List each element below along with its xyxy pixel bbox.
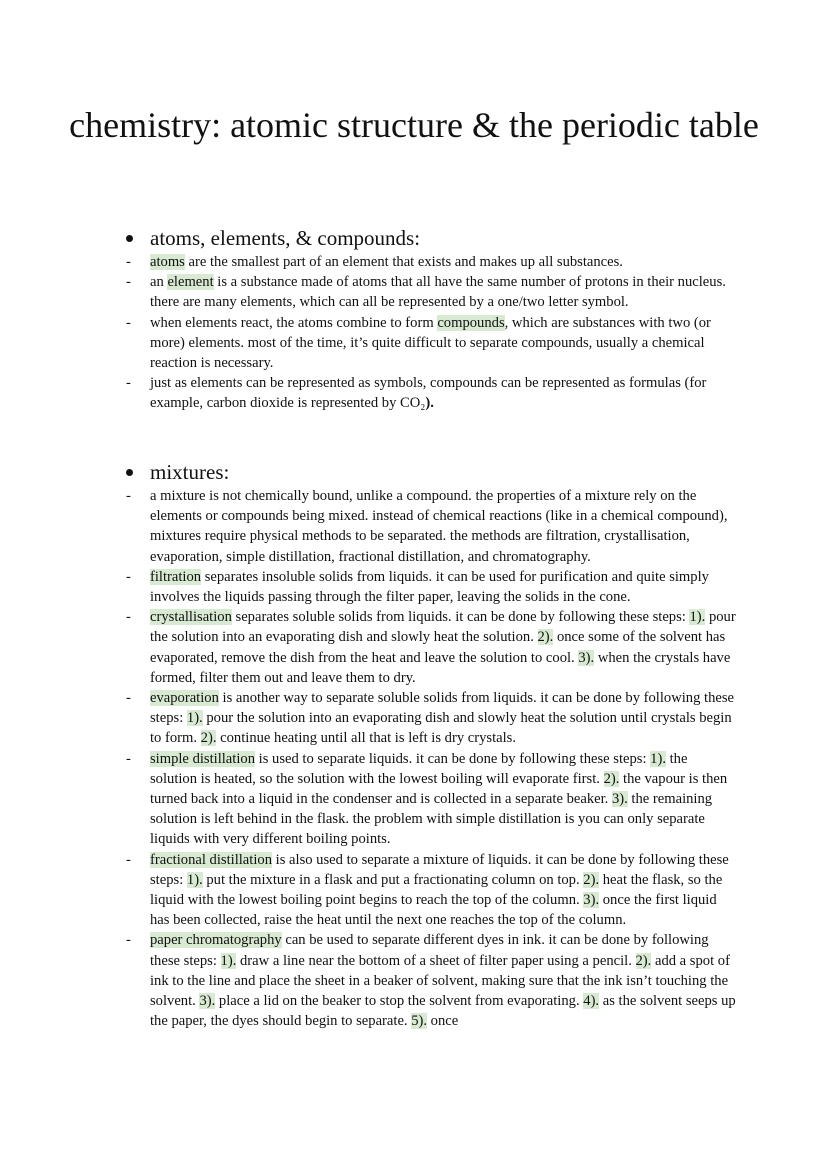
highlighted-term: 1). bbox=[186, 710, 203, 727]
text-run: draw a line near the bottom of a sheet of filter paper using a pencil. bbox=[236, 952, 636, 969]
dash-bullet-icon: - bbox=[126, 932, 131, 949]
highlighted-term: crystallisation bbox=[150, 609, 232, 626]
dash-bullet-icon: - bbox=[126, 274, 131, 291]
highlighted-term: 3). bbox=[583, 892, 600, 909]
bullet-list bbox=[126, 486, 736, 1031]
highlighted-term: evaporation bbox=[150, 690, 219, 707]
dash-bullet-icon: - bbox=[126, 375, 131, 392]
highlighted-term: 3). bbox=[611, 791, 628, 808]
dash-bullet-icon: - bbox=[126, 690, 131, 707]
dash-bullet-icon: - bbox=[126, 851, 131, 868]
list-item bbox=[126, 272, 736, 312]
highlighted-term: 2). bbox=[635, 952, 652, 969]
highlighted-term: 2). bbox=[603, 770, 620, 787]
highlighted-term: 4). bbox=[583, 993, 600, 1010]
text-run: is another way to separate soluble solids from liquids. it can be done by following these steps: bbox=[150, 690, 735, 727]
text-run: when elements react, the atoms combine to form bbox=[150, 314, 438, 331]
text-run: once the first liquid has been collected, raise the heat until the next one reaches the top of the column. bbox=[150, 892, 717, 929]
section-heading bbox=[126, 458, 736, 486]
highlighted-term: element bbox=[167, 274, 214, 291]
dash-bullet-icon: - bbox=[126, 609, 131, 626]
section-heading-text: mixtures: bbox=[150, 459, 230, 484]
text-run: a mixture is not chemically bound, unlike a compound. the properties of a mixture rely on the elements or compounds being mixed. instead of chemical reactions (like in a chemical compound), mixtures require physical methods to be separated. the methods are filtration, crystallisation, evaporation, simple distillation, fractional distillation, and chromatography. bbox=[150, 488, 728, 565]
highlighted-term: 5). bbox=[411, 1013, 428, 1030]
dash-bullet-icon: - bbox=[126, 568, 131, 585]
text-run: pour the solution into an evaporating dish and slowly heat the solution. bbox=[150, 609, 736, 646]
dash-bullet-icon: - bbox=[126, 488, 131, 504]
text-run: place a lid on the beaker to stop the solvent from evaporating. bbox=[215, 993, 584, 1010]
text-run: the solution is heated, so the solution with the lowest boiling will evaporate first. bbox=[150, 750, 688, 787]
highlighted-term: 1). bbox=[689, 609, 706, 626]
highlighted-term: 3). bbox=[578, 649, 595, 666]
text-run: continue heating until all that is left is dry crystals. bbox=[216, 730, 516, 747]
highlighted-term: paper chromatography bbox=[150, 932, 282, 949]
text-run: the remaining solution is left behind in the flask. the problem with simple distillation is you can only separate liquids with very different boiling points. bbox=[150, 791, 713, 848]
text-run: is used to separate liquids. it can be done by following these steps: bbox=[255, 750, 651, 767]
dash-bullet-icon: - bbox=[126, 750, 131, 767]
text-run: ). bbox=[425, 395, 434, 412]
highlighted-term: 1). bbox=[186, 871, 203, 888]
highlighted-term: filtration bbox=[150, 568, 202, 585]
section-heading bbox=[126, 224, 736, 252]
section-heading-text: atoms, elements, & compounds: bbox=[150, 225, 421, 250]
highlighted-term: 1). bbox=[650, 750, 666, 767]
text-run: separates soluble solids from liquids. it can be done by following these steps: bbox=[231, 609, 690, 626]
text-run: can be used to separate different dyes in ink. it can be done by following these steps: bbox=[150, 932, 709, 969]
text-run: put the mixture in a flask and put a fractionating column on top. bbox=[202, 871, 584, 888]
highlighted-term: 2). bbox=[537, 629, 554, 646]
highlighted-term: 2). bbox=[583, 871, 600, 888]
list-item bbox=[126, 373, 736, 413]
highlighted-term: compounds bbox=[437, 314, 505, 331]
dash-bullet-icon: - bbox=[126, 254, 131, 270]
text-run: the vapour is then turned back into a liquid in the condenser and is collected in a separate beaker. bbox=[150, 770, 728, 808]
text-run: are the smallest part of an element that exists and makes up all substances. bbox=[184, 254, 623, 270]
bullet-icon bbox=[126, 469, 133, 476]
list-item bbox=[126, 749, 736, 850]
list-item bbox=[126, 930, 736, 1031]
list-item bbox=[126, 688, 736, 749]
text-run: once bbox=[427, 1013, 459, 1030]
text-run: when the crystals have formed, filter them out and leave them to dry. bbox=[150, 649, 731, 686]
highlighted-term: 2). bbox=[200, 730, 217, 747]
highlighted-term: 3). bbox=[199, 993, 216, 1010]
text-run: pour the solution into an evaporating dish and slowly heat the solution until crystals begin to form. bbox=[150, 710, 732, 747]
text-run: is a substance made of atoms that all have the same number of protons in their nucleus. there are many elements, which can all be represented by a one/two letter symbol. bbox=[150, 274, 726, 311]
text-run: , which are substances with two (or more) elements. most of the time, it’s quite difficult to separate compounds, usually a chemical reaction is necessary. bbox=[150, 314, 711, 372]
text-run: separates insoluble solids from liquids. it can be used for purification and quite simply involves the liquids passing through the filter paper, leaving the solids in the cone. bbox=[150, 568, 709, 606]
text-run: heat the flask, so the liquid with the lowest boiling point begins to reach the top of the column. bbox=[150, 871, 723, 909]
list-item bbox=[126, 252, 736, 272]
bullet-icon bbox=[126, 235, 133, 242]
section-atoms-elements-compounds bbox=[126, 224, 736, 414]
highlighted-term: atoms bbox=[150, 254, 185, 270]
dash-bullet-icon: - bbox=[126, 314, 131, 331]
page-title: chemistry: atomic structure & the periodic table bbox=[69, 105, 759, 145]
text-run: an bbox=[150, 274, 168, 291]
section-mixtures bbox=[126, 458, 736, 1031]
list-item bbox=[126, 567, 736, 607]
highlighted-term: 1). bbox=[220, 952, 237, 969]
list-item bbox=[126, 313, 736, 374]
highlighted-term: simple distillation bbox=[150, 750, 255, 767]
highlighted-term: fractional distillation bbox=[150, 851, 272, 868]
text-run: as the solvent seeps up the paper, the dyes should begin to separate. bbox=[150, 993, 736, 1030]
bullet-list bbox=[126, 252, 736, 414]
list-item bbox=[126, 607, 736, 688]
text-run: once some of the solvent has evaporated, remove the dish from the heat and leave the solution to cool. bbox=[150, 629, 726, 666]
text-run: just as elements can be represented as symbols, compounds can be represented as formulas (for example, carbon dioxide is represented by CO₂ bbox=[150, 375, 707, 412]
text-run: add a spot of ink to the line and place the sheet in a beaker of solvent, making sure that the ink isn’t touching the solvent. bbox=[150, 952, 730, 1010]
list-item bbox=[126, 486, 736, 567]
text-run: is also used to separate a mixture of liquids. it can be done by following these steps: bbox=[150, 851, 729, 888]
list-item bbox=[126, 850, 736, 931]
